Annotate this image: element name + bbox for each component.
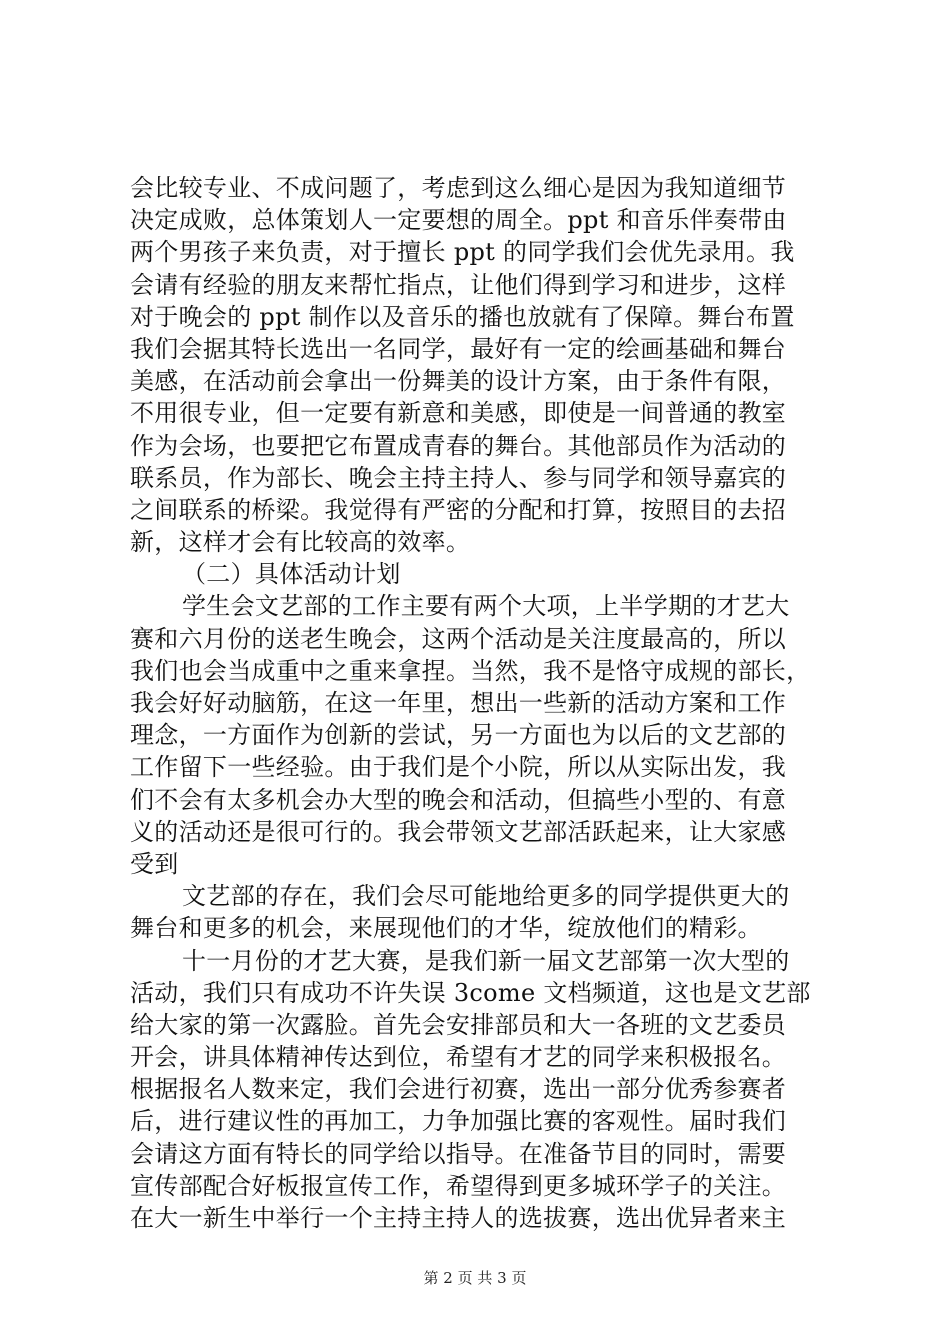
document-body bbox=[130, 172, 830, 1234]
text-line: 义的活动还是很可行的。我会带领文艺部活跃起来，让大家感 bbox=[130, 817, 787, 846]
page-number-footer: 第 2 页 共 3 页 bbox=[423, 1269, 527, 1287]
text-line: 后，进行建议性的再加工，力争加强比赛的客观性。届时我们 bbox=[130, 1107, 787, 1136]
text-line: 之间联系的桥梁。我觉得有严密的分配和打算，按照目的去招 bbox=[130, 495, 787, 524]
text-line: 会比较专业、不成问题了，考虑到这么细心是因为我知道细节 bbox=[130, 174, 787, 202]
paragraph-first-line: 文艺部的存在，我们会尽可能地给更多的同学提供更大的 bbox=[182, 882, 790, 911]
text-line: 对于晚会的 ppt 制作以及音乐的播也放就有了保障。舞台布置 bbox=[130, 302, 795, 331]
text-line: 根据报名人数来定，我们会进行初赛，选出一部分优秀参赛者 bbox=[130, 1075, 787, 1104]
text-line: 联系员，作为部长、晚会主持主持人、参与同学和领导嘉宾的 bbox=[130, 463, 787, 492]
text-line: 受到 bbox=[130, 849, 179, 878]
text-line: 会请这方面有特长的同学给以指导。在准备节目的同时，需要 bbox=[130, 1139, 787, 1168]
text-line: 我们也会当成重中之重来拿捏。当然，我不是恪守成规的部长， bbox=[130, 656, 811, 685]
text-line: 新，这样才会有比较高的效率。 bbox=[130, 528, 471, 557]
text-line: 舞台和更多的机会，来展现他们的才华，绽放他们的精彩。 bbox=[130, 914, 762, 943]
text-line: 作为会场，也要把它布置成青春的舞台。其他部员作为活动的 bbox=[130, 431, 787, 460]
text-line: 我会好好动脑筋，在这一年里，想出一些新的活动方案和工作 bbox=[130, 689, 787, 717]
text-line: 理念，一方面作为创新的尝试，另一方面也为以后的文艺部的 bbox=[130, 721, 787, 750]
text-line: 们不会有太多机会办大型的晚会和活动，但搞些小型的、有意 bbox=[130, 785, 787, 814]
text-line: 给大家的第一次露脸。首先会安排部员和大一各班的文艺委员 bbox=[130, 1010, 787, 1039]
text-line: 我们会据其特长选出一名同学，最好有一定的绘画基础和舞台 bbox=[130, 334, 787, 363]
text-line: 决定成败，总体策划人一定要想的周全。ppt 和音乐伴奏带由 bbox=[130, 206, 787, 235]
text-line: 不用很专业，但一定要有新意和美感，即使是一间普通的教室 bbox=[130, 399, 787, 428]
text-line: 开会，讲具体精神传达到位，希望有才艺的同学来积极报名。 bbox=[130, 1043, 787, 1072]
text-line: 宣传部配合好板报宣传工作，希望得到更多城环学子的关注。 bbox=[130, 1171, 787, 1200]
paragraph-first-line: 学生会文艺部的工作主要有两个大项，上半学期的才艺大 bbox=[182, 592, 790, 621]
text-line: 会请有经验的朋友来帮忙指点，让他们得到学习和进步，这样 bbox=[130, 270, 787, 299]
paragraph-first-line: 十一月份的才艺大赛，是我们新一届文艺部第一次大型的 bbox=[182, 946, 790, 975]
section-heading: （二）具体活动计划 bbox=[182, 560, 401, 589]
text-line: 两个男孩子来负责，对于擅长 ppt 的同学我们会优先录用。我 bbox=[130, 238, 795, 267]
text-line: 工作留下一些经验。由于我们是个小院，所以从实际出发，我 bbox=[130, 753, 787, 782]
text-line: 在大一新生中举行一个主持主持人的选拔赛，选出优异者来主 bbox=[130, 1204, 787, 1232]
text-line: 赛和六月份的送老生晚会，这两个活动是关注度最高的，所以 bbox=[130, 624, 787, 653]
text-line: 活动，我们只有成功不许失误 3come 文档频道，这也是文艺部 bbox=[130, 978, 811, 1007]
text-line: 美感，在活动前会拿出一份舞美的设计方案，由于条件有限， bbox=[130, 367, 787, 396]
